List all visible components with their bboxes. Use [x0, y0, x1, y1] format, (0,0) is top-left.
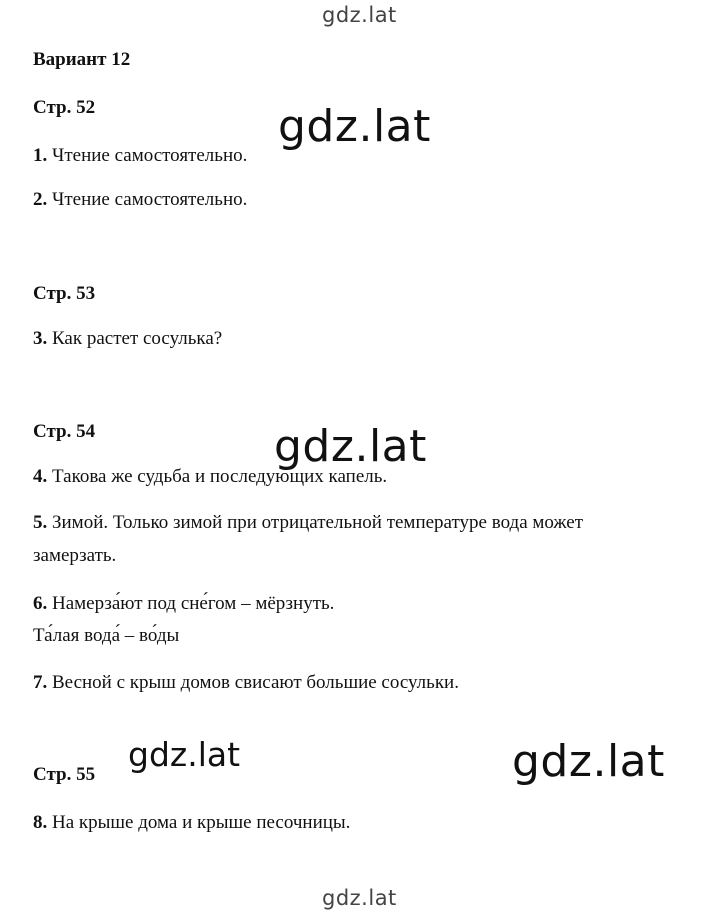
answer-number: 8. [33, 812, 48, 833]
answer-line [33, 145, 247, 168]
page-heading: Стр. 52 [33, 97, 96, 118]
watermark-large-4: gdz.lat [512, 736, 665, 787]
answer-line [33, 672, 459, 695]
watermark-top: gdz.lat [322, 3, 397, 27]
answer-text: Чтение самостоятельно. [52, 189, 248, 210]
answer-continuation: Та́лая вода́ – во́ды [33, 625, 180, 646]
page-heading: Стр. 53 [33, 283, 96, 304]
answer-text: Весной с крыш домов свисают большие сосульки. [52, 672, 459, 693]
answer-number: 2. [33, 189, 48, 210]
answer-line [33, 466, 387, 489]
answer-number: 3. [33, 328, 48, 349]
page-heading: Стр. 54 [33, 421, 96, 442]
answer-number: 6. [33, 593, 48, 614]
watermark-medium-3: gdz.lat [128, 735, 241, 774]
answer-line [33, 593, 334, 616]
answer-text: Как растет сосулька? [52, 328, 223, 349]
answer-number: 5. [33, 512, 48, 533]
answer-line [33, 512, 583, 535]
watermark-bottom: gdz.lat [322, 886, 397, 910]
answer-number: 4. [33, 466, 48, 487]
answer-continuation: замерзать. [33, 545, 117, 566]
answer-text: Намерза́ют под сне́гом – мёрзнуть. [52, 593, 335, 614]
watermark-large-1: gdz.lat [278, 101, 431, 152]
answer-text: Чтение самостоятельно. [52, 145, 248, 166]
watermark-large-2: gdz.lat [274, 421, 427, 472]
answer-line [33, 812, 350, 835]
answer-text: Такова же судьба и последующих капель. [52, 466, 388, 487]
answer-number: 7. [33, 672, 48, 693]
answer-line [33, 328, 222, 351]
variant-title: Вариант 12 [33, 49, 131, 70]
answer-line [33, 189, 247, 212]
answer-number: 1. [33, 145, 48, 166]
answer-text: Зимой. Только зимой при отрицательной температуре вода может [52, 512, 584, 533]
answer-text: На крыше дома и крыше песочницы. [52, 812, 351, 833]
page-heading: Стр. 55 [33, 764, 96, 785]
